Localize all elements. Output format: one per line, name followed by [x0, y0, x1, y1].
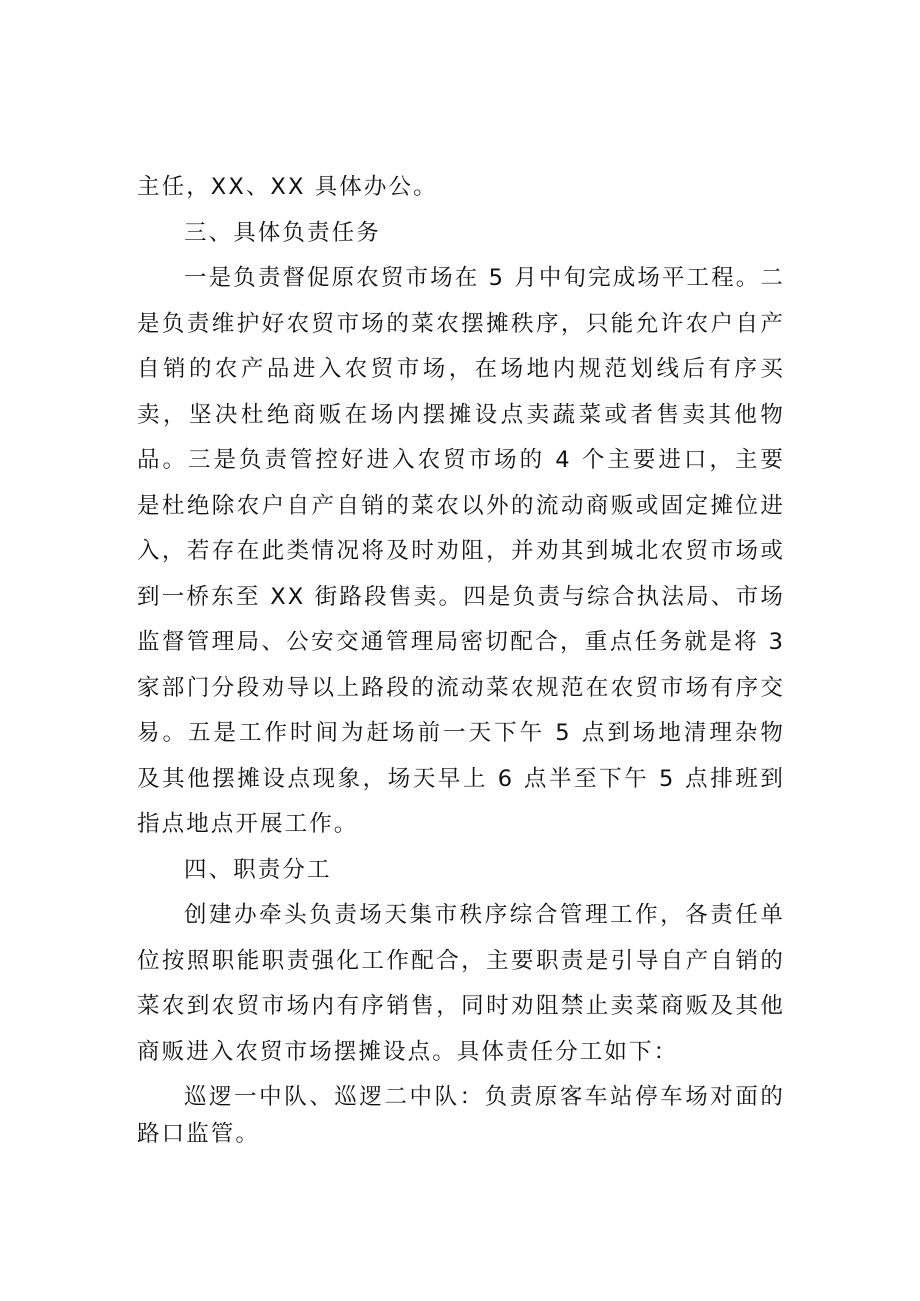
paragraph-office-note: 主任，XX、XX 具体办公。 — [137, 174, 438, 200]
paragraph-duties-detail: 创建办牵头负责场天集市秩序综合管理工作，各责任单位按照职能职责强化工作配合，主要职责是引导自产自销的菜农到农贸市场内有序销售，同时劝阻禁止卖菜商贩及其他商贩进入农贸市场摆摊设点。具体责任分工如下： — [137, 902, 785, 1065]
document-body — [137, 165, 785, 1153]
paragraph-tasks-detail: 一是负责督促原农贸市场在 5 月中旬完成场平工程。二是负责维护好农贸市场的菜农摆摊秩序，只能允许农户自产自销的农产品进入农贸市场，在场地内规范划线后有序买卖，坚决杜绝商贩在场内摆摊设点卖蔬菜或者售卖其他物品。三是负责管控好进入农贸市场的 4 个主要进口，主要是杜绝除农户自产自销的菜农以外的流动商贩或固定摊位进入，若存在此类情况将及时劝阻，并劝其到城北农贸市场或到一桥东至 XX 街路段售卖。四是负责与综合执法局、市场监督管理局、公安交通管理局密切配合，重点任务就是将 3 家部门分段劝导以上路段的流动菜农规范在农贸市场有序交易。五是工作时间为赶场前一天下午 5 点到场地清理杂物及其他摆摊设点现象，场天早上 6 点半至下午 5 点排班到指点地点开展工作。 — [137, 265, 785, 837]
paragraph-patrol-teams: 巡逻一中队、巡逻二中队：负责原客车站停车场对面的路口监管。 — [137, 1084, 785, 1147]
section-heading-duties: 四、职责分工 — [184, 856, 332, 883]
section-heading-tasks: 三、具体负责任务 — [184, 219, 381, 246]
